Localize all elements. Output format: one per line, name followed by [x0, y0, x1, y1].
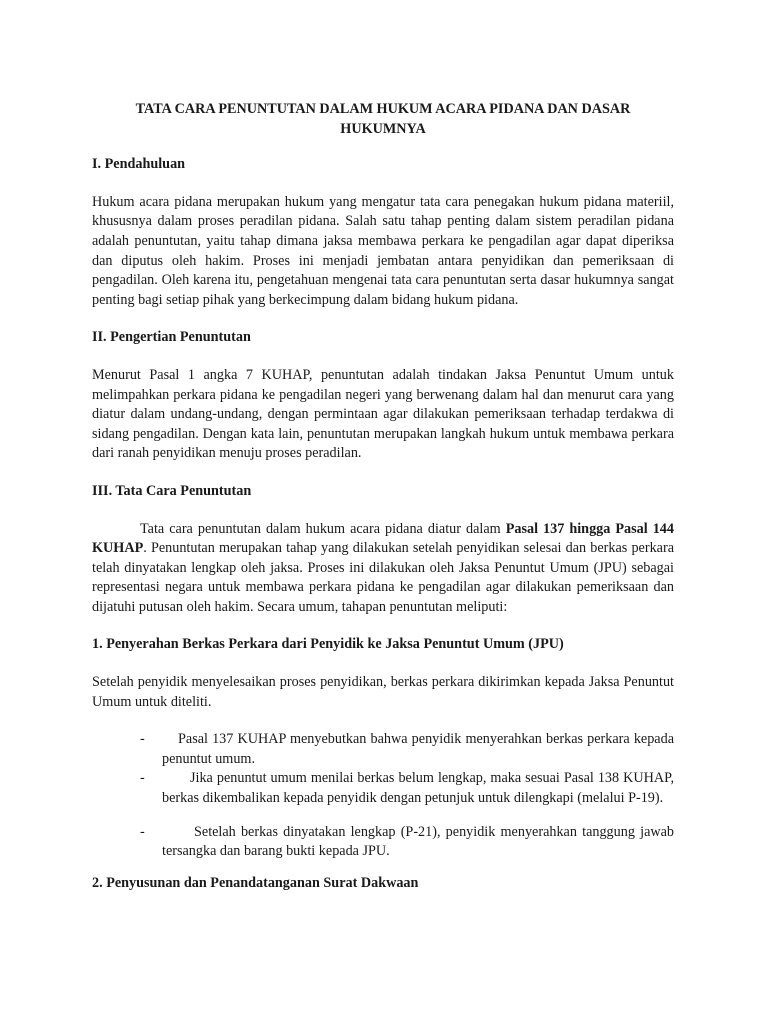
paragraph-pengertian: Menurut Pasal 1 angka 7 KUHAP, penuntutan adalah tindakan Jaksa Penuntut Umum untuk melimpahkan perkara pidana ke pengadilan negeri yang berwenang dalam hal dan menurut cara yang diatur dalam undang-undang, dengan permintaan agar dilakukan pemeriksaan terhadap terdakwa di sidang pengadilan. Dengan kata lain, penuntutan merupakan langkah hukum untuk membawa perkara dari ranah penyidikan menuju proses peradilan. [92, 366, 674, 462]
list-item-text: Jika penuntut umum menilai berkas belum lengkap, maka sesuai Pasal 138 KUHAP, berkas dikembalikan kepada penyidik dengan petunjuk untuk dilengkapi (melalui P-19). [162, 770, 674, 807]
document-title: TATA CARA PENUNTUTAN DALAM HUKUM ACARA PIDANA DAN DASAR HUKUMNYA [135, 101, 631, 137]
section-heading-pendahuluan: I. Pendahuluan [92, 156, 186, 173]
document-page [92, 100, 674, 911]
bullet-list-penyerahan [92, 730, 674, 862]
paragraph-pendahuluan: Hukum acara pidana merupakan hukum yang mengatur tata cara penegakan hukum pidana materiil, khususnya dalam proses peradilan pidana. Salah satu tahap penting dalam sistem peradilan pidana adalah penuntutan, yaitu tahap dimana jaksa membawa perkara ke pengadilan agar dapat diperiksa dan diputus oleh hakim. Proses ini menjadi jembatan antara penyidikan dan pemeriksaan di pengadilan. Oleh karena itu, pengetahuan mengenai tata cara penuntutan serta dasar hukumnya sangat penting bagi setiap pihak yang berkecimpung dalam bidang hukum pidana. [92, 193, 674, 308]
bullet-dash: - [140, 731, 145, 748]
paragraph-tata-cara-lead: Tata cara penuntutan dalam hukum acara pidana diatur dalam [140, 520, 506, 537]
list-item-text: Setelah berkas dinyatakan lengkap (P-21), penyidik menyerahkan tanggung jawab tersangka dan barang bukti kepada JPU. [162, 823, 674, 860]
list-item [92, 823, 674, 862]
paragraph-tata-cara [92, 520, 674, 618]
bullet-dash: - [140, 770, 145, 787]
list-item-text: Pasal 137 KUHAP menyebutkan bahwa penyidik menyerahkan berkas perkara kepada penuntut umum. [162, 731, 674, 767]
paragraph-tata-cara-bold: Pasal 137 hingga Pasal 144 KUHAP [92, 520, 674, 557]
list-item [92, 769, 674, 808]
section-heading-tata-cara: III. Tata Cara Penuntutan [92, 482, 252, 499]
paragraph-tata-cara-rest: . Penuntutan merupakan tahap yang dilakukan setelah penyidikan selesai dan berkas perkara telah dinyatakan lengkap oleh jaksa. Proses ini dilakukan oleh Jaksa Penuntut Umum (JPU) sebagai representasi negara untuk membawa perkara pidana ke pengadilan agar dilakukan pemeriksaan dan dijatuhi putusan oleh hakim. Secara umum, tahapan penuntutan meliputi: [92, 540, 674, 615]
subsection-heading-penyerahan: 1. Penyerahan Berkas Perkara dari Penyidik ke Jaksa Penuntut Umum (JPU) [92, 636, 564, 653]
subsection-heading-surat-dakwaan: 2. Penyusunan dan Penandatanganan Surat Dakwaan [92, 874, 419, 891]
bullet-dash: - [140, 823, 145, 840]
section-heading-pengertian: II. Pengertian Penuntutan [92, 329, 251, 346]
list-item [92, 730, 674, 769]
paragraph-penyerahan: Setelah penyidik menyelesaikan proses penyidikan, berkas perkara dikirimkan kepada Jaksa Penuntut Umum untuk diteliti. [92, 674, 674, 710]
